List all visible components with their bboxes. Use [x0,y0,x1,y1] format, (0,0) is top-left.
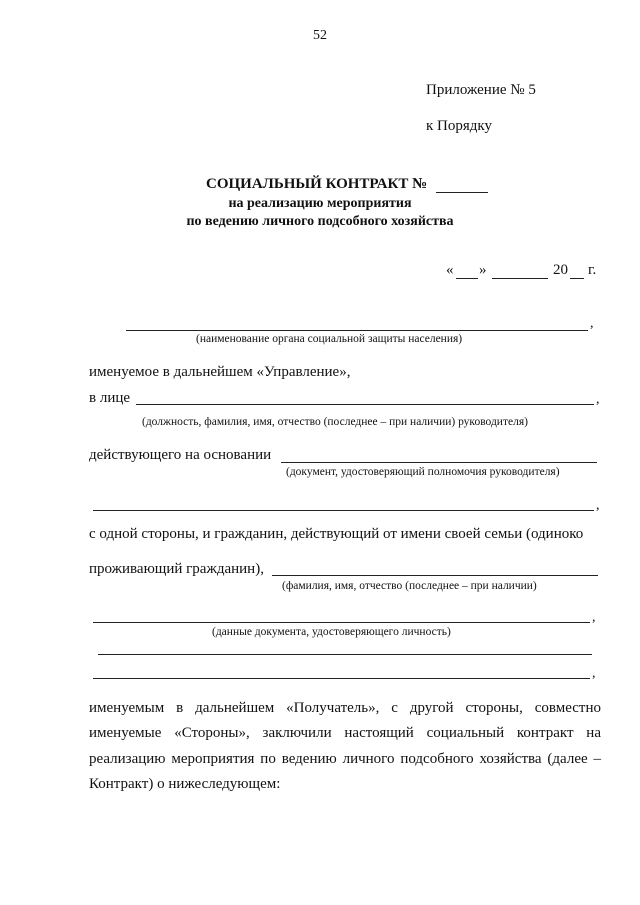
head-name-line [136,404,594,405]
identity-document-line [93,622,590,623]
comma: , [590,316,594,331]
acting-basis-label: действующего на основании [89,447,272,463]
blank-line [93,510,594,511]
contract-subtitle-1: на реализацию мероприятия [228,196,412,211]
contract-title: СОЦИАЛЬНЫЙ КОНТРАКТ № [206,176,428,192]
comma: , [596,498,600,513]
caption-fio: (фамилия, имя, отчество (последнее – при наличии) [282,580,537,592]
date-year-blank [570,278,584,279]
final-paragraph-line-4: Контракт) о нижеследующем: [89,776,281,792]
date-day-blank [456,278,478,279]
contract-subtitle-2: по ведению личного подсобного хозяйства [186,214,454,229]
date-year-suffix: г. [588,262,597,278]
contract-number-blank [436,192,488,193]
citizen-name-line [272,575,598,576]
blank-line [98,654,592,655]
caption-id: (данные документа, удостоверяющего личность) [212,626,451,638]
comma: , [592,666,596,681]
final-paragraph-line-1: именуемым в дальнейшем «Получатель», с другой стороны, совместно [89,700,601,716]
comma: , [592,610,596,625]
living-citizen-text: проживающий гражданин), [89,561,264,577]
final-paragraph-line-2: именуемые «Стороны», заключили настоящий социальный контракт на [89,725,601,741]
organ-name-line [126,330,588,331]
date-close-quote: » [479,262,487,278]
date-open-quote: « [446,262,454,278]
named-management-text: именуемое в дальнейшем «Управление», [89,364,351,380]
basis-document-line [281,462,597,463]
page-number: 52 [313,28,327,43]
one-side-text: с одной стороны, и гражданин, действующий от имени своей семьи (одиноко [89,526,584,542]
appendix-number: Приложение № 5 [426,82,536,98]
blank-line [93,678,590,679]
date-month-blank [492,278,548,279]
caption-document: (документ, удостоверяющий полномочия руководителя) [286,466,560,478]
date-year-prefix: 20 [553,262,568,278]
appendix-order: к Порядку [426,118,492,134]
caption-organ: (наименование органа социальной защиты населения) [196,333,463,345]
final-paragraph-line-3: реализацию мероприятия по ведению личного подсобного хозяйства (далее – [89,751,601,767]
in-person-label: в лице [89,390,131,406]
caption-head: (должность, фамилия, имя, отчество (последнее – при наличии) руководителя) [142,416,528,428]
comma: , [596,392,600,407]
